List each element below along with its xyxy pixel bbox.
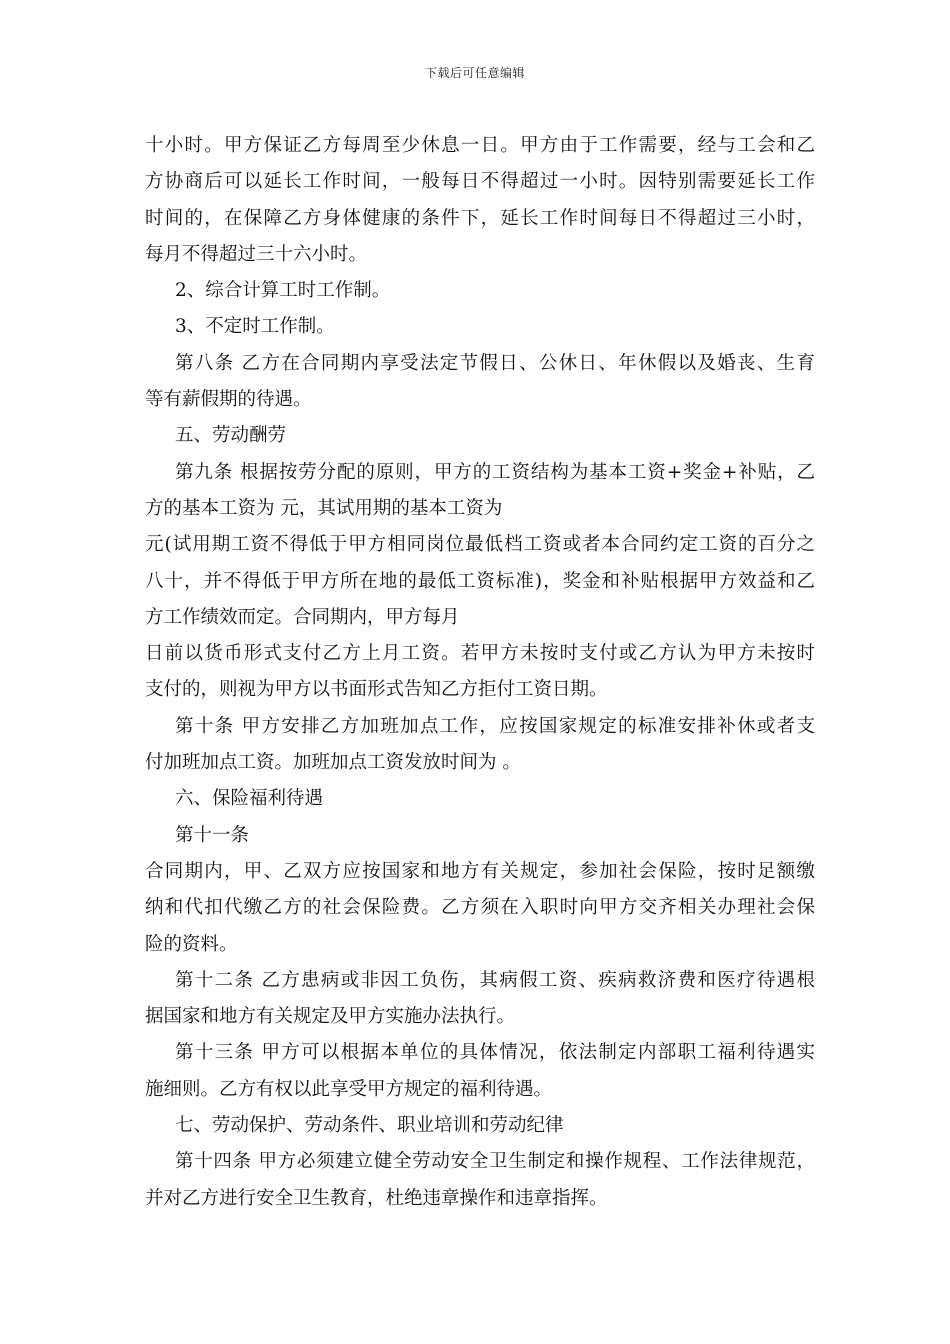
paragraph-line: 八十，并不得低于甲方所在地的最低工资标准)，奖金和补贴根据甲方效益和乙: [145, 570, 815, 592]
paragraph-line: 等有薪假期的待遇。: [145, 389, 312, 411]
paragraph-line: 3、不定时工作制。: [175, 316, 335, 338]
paragraph-line: 施细则。乙方有权以此享受甲方规定的福利待遇。: [145, 1078, 553, 1100]
paragraph-line: 日前以货币形式支付乙方上月工资。若甲方未按时支付或乙方认为甲方未按时: [145, 643, 815, 665]
paragraph-line: 方协商后可以延长工作时间，一般每日不得超过一小时。因特别需要延长工作: [145, 171, 815, 193]
paragraph-line: 付加班加点工资。加班加点工资发放时间为 。: [145, 752, 521, 774]
paragraph-line: 方的基本工资为 元，其试用期的基本工资为: [145, 497, 503, 519]
paragraph-line: 第十二条 乙方患病或非因工负伤，其病假工资、疾病救济费和医疗待遇根: [175, 969, 815, 991]
paragraph-line: 据国家和地方有关规定及甲方实施办法执行。: [145, 1006, 516, 1028]
paragraph-line: 纳和代扣代缴乙方的社会保险费。乙方须在入职时向甲方交齐相关办理社会保: [145, 897, 815, 919]
paragraph-line: 支付的，则视为甲方以书面形式告知乙方拒付工资日期。: [145, 679, 608, 701]
paragraph-line: 六、保险福利待遇: [175, 788, 324, 810]
document-body: [145, 128, 815, 1217]
paragraph-line: 第十一条: [175, 824, 250, 846]
paragraph-line: 每月不得超过三十六小时。: [145, 243, 368, 265]
paragraph-line: 第十条 甲方安排乙方加班加点工作，应按国家规定的标准安排补休或者支: [175, 715, 815, 737]
page-header: 下载后可任意编辑: [424, 66, 525, 80]
paragraph-line: 方工作绩效而定。合同期内，甲方每月: [145, 606, 460, 628]
paragraph-line: 第九条 根据按劳分配的原则，甲方的工资结构为基本工资+奖金+补贴，乙: [175, 461, 815, 483]
paragraph-line: 合同期内，甲、乙双方应按国家和地方有关规定，参加社会保险，按时足额缴: [145, 860, 815, 882]
paragraph-line: 险的资料。: [145, 933, 238, 955]
paragraph-line: 2、综合计算工时工作制。: [175, 280, 391, 302]
paragraph-line: 五、劳动酬劳: [175, 425, 287, 447]
paragraph-line: 并对乙方进行安全卫生教育，杜绝违章操作和违章指挥。: [145, 1187, 608, 1209]
paragraph-line: 第八条 乙方在合同期内享受法定节假日、公休日、年休假以及婚丧、生育: [175, 352, 815, 374]
paragraph-line: 十小时。甲方保证乙方每周至少休息一日。甲方由于工作需要，经与工会和乙: [145, 135, 815, 156]
paragraph-line: 第十三条 甲方可以根据本单位的具体情况，依法制定内部职工福利待遇实: [175, 1042, 815, 1064]
paragraph-line: 七、劳动保护、劳动条件、职业培训和劳动纪律: [175, 1115, 564, 1137]
paragraph-line: 元(试用期工资不得低于甲方相同岗位最低档工资或者本合同约定工资的百分之: [145, 534, 815, 556]
paragraph-line: 第十四条 甲方必须建立健全劳动安全卫生制定和操作规程、工作法律规范，: [175, 1151, 815, 1173]
paragraph-line: 时间的，在保障乙方身体健康的条件下，延长工作时间每日不得超过三小时，: [145, 207, 815, 229]
